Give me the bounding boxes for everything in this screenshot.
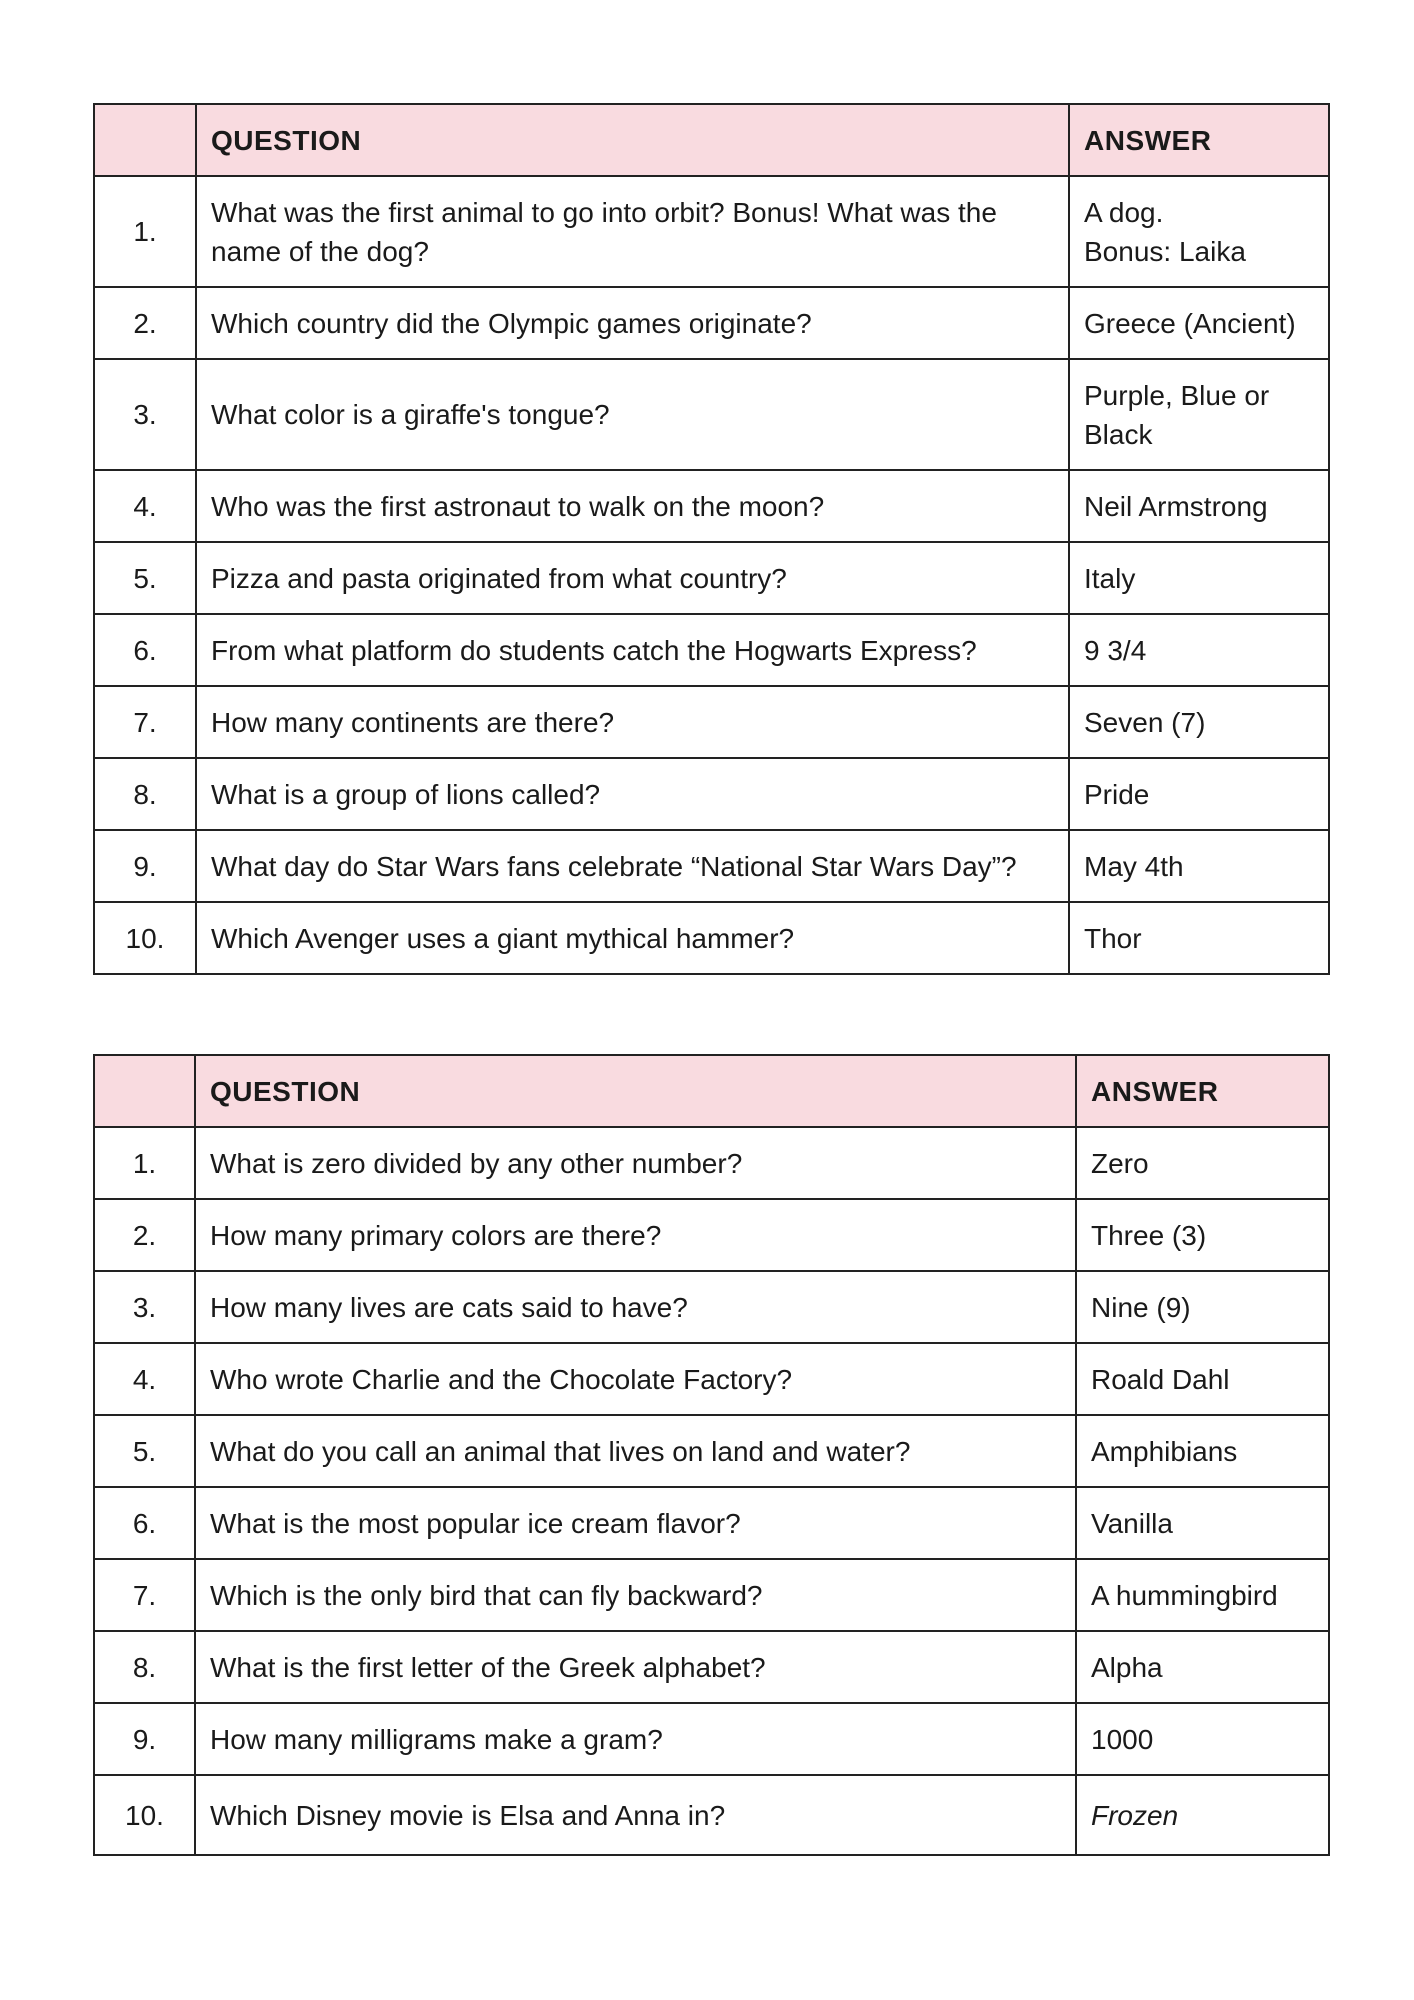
answer-text: Frozen xyxy=(1091,1799,1179,1831)
table-row xyxy=(94,1559,1329,1631)
question-text: From what platform do students catch the Hogwarts Express? xyxy=(196,614,1069,686)
answer-text: Vanilla xyxy=(1091,1507,1173,1539)
table-row xyxy=(94,287,1329,359)
answer-text: A hummingbird xyxy=(1091,1579,1278,1611)
answer-text: Alpha xyxy=(1091,1651,1163,1683)
number-column-header xyxy=(94,104,196,176)
question-text: Pizza and pasta originated from what country? xyxy=(196,542,1069,614)
answer-cell xyxy=(1069,470,1329,542)
question-number: 3. xyxy=(94,1271,195,1343)
question-number: 1. xyxy=(94,1127,195,1199)
question-text: How many primary colors are there? xyxy=(195,1199,1076,1271)
table-row xyxy=(94,758,1329,830)
question-column-header: QUESTION xyxy=(195,1055,1076,1127)
question-text: What was the first animal to go into orbit? Bonus! What was the name of the dog? xyxy=(196,176,1069,287)
question-number: 9. xyxy=(94,830,196,902)
question-number: 5. xyxy=(94,542,196,614)
answer-text: A dog. xyxy=(1084,196,1164,228)
answer-text: Greece (Ancient) xyxy=(1084,307,1296,339)
question-text: How many lives are cats said to have? xyxy=(195,1271,1076,1343)
question-number: 8. xyxy=(94,758,196,830)
answer-cell xyxy=(1076,1775,1329,1855)
question-text: Who was the first astronaut to walk on the moon? xyxy=(196,470,1069,542)
table-header-row xyxy=(94,104,1329,176)
question-text: Which is the only bird that can fly backward? xyxy=(195,1559,1076,1631)
answer-cell xyxy=(1069,542,1329,614)
table-row xyxy=(94,1271,1329,1343)
answer-text: Roald Dahl xyxy=(1091,1363,1230,1395)
table-row xyxy=(94,1631,1329,1703)
table-row xyxy=(94,902,1329,974)
answer-text: Nine (9) xyxy=(1091,1291,1191,1323)
question-number: 10. xyxy=(94,902,196,974)
question-column-header: QUESTION xyxy=(196,104,1069,176)
answer-cell xyxy=(1069,830,1329,902)
answer-cell xyxy=(1069,176,1329,287)
quiz-table-2 xyxy=(93,1054,1330,1856)
answer-cell xyxy=(1076,1343,1329,1415)
question-number: 4. xyxy=(94,1343,195,1415)
question-number: 5. xyxy=(94,1415,195,1487)
answer-text: Seven (7) xyxy=(1084,706,1206,738)
answer-text: Black xyxy=(1084,418,1153,450)
question-number: 9. xyxy=(94,1703,195,1775)
question-number: 10. xyxy=(94,1775,195,1855)
table-row xyxy=(94,176,1329,287)
question-text: What is zero divided by any other number? xyxy=(195,1127,1076,1199)
answer-cell xyxy=(1076,1703,1329,1775)
question-number: 2. xyxy=(94,1199,195,1271)
question-number: 8. xyxy=(94,1631,195,1703)
table-row xyxy=(94,1127,1329,1199)
answer-text: Neil Armstrong xyxy=(1084,490,1268,522)
question-text: How many milligrams make a gram? xyxy=(195,1703,1076,1775)
answer-cell xyxy=(1076,1199,1329,1271)
answer-column-header: ANSWER xyxy=(1069,104,1329,176)
answer-text: Zero xyxy=(1091,1147,1149,1179)
answer-text: Bonus: Laika xyxy=(1084,235,1246,267)
question-number: 4. xyxy=(94,470,196,542)
table-row xyxy=(94,1343,1329,1415)
question-number: 2. xyxy=(94,287,196,359)
question-text: What day do Star Wars fans celebrate “National Star Wars Day”? xyxy=(196,830,1069,902)
table-row xyxy=(94,830,1329,902)
answer-cell xyxy=(1069,614,1329,686)
table-row xyxy=(94,1199,1329,1271)
answer-cell xyxy=(1076,1487,1329,1559)
table-row xyxy=(94,542,1329,614)
table-row xyxy=(94,686,1329,758)
table-body xyxy=(94,176,1329,974)
answer-cell xyxy=(1069,902,1329,974)
answer-cell xyxy=(1076,1127,1329,1199)
question-text: What is the most popular ice cream flavor? xyxy=(195,1487,1076,1559)
table-row xyxy=(94,614,1329,686)
answer-column-header: ANSWER xyxy=(1076,1055,1329,1127)
table-row xyxy=(94,1775,1329,1855)
answer-text: Purple, Blue or xyxy=(1084,379,1270,411)
table-row xyxy=(94,359,1329,470)
table-row xyxy=(94,470,1329,542)
answer-text: 9 3/4 xyxy=(1084,634,1147,666)
table-header-row xyxy=(94,1055,1329,1127)
answer-text: 1000 xyxy=(1091,1723,1154,1755)
question-number: 6. xyxy=(94,1487,195,1559)
question-text: Which Avenger uses a giant mythical hammer? xyxy=(196,902,1069,974)
question-text: What is a group of lions called? xyxy=(196,758,1069,830)
answer-text: Pride xyxy=(1084,778,1150,810)
table-row xyxy=(94,1415,1329,1487)
question-text: What color is a giraffe's tongue? xyxy=(196,359,1069,470)
question-text: How many continents are there? xyxy=(196,686,1069,758)
answer-text: Italy xyxy=(1084,562,1136,594)
question-text: What is the first letter of the Greek alphabet? xyxy=(195,1631,1076,1703)
question-text: Who wrote Charlie and the Chocolate Factory? xyxy=(195,1343,1076,1415)
table-body xyxy=(94,1127,1329,1855)
table-row xyxy=(94,1703,1329,1775)
question-number: 6. xyxy=(94,614,196,686)
question-number: 3. xyxy=(94,359,196,470)
number-column-header xyxy=(94,1055,195,1127)
question-number: 7. xyxy=(94,1559,195,1631)
answer-text: May 4th xyxy=(1084,850,1184,882)
answer-text: Three (3) xyxy=(1091,1219,1207,1251)
quiz-table-1 xyxy=(93,103,1330,975)
question-number: 7. xyxy=(94,686,196,758)
question-text: Which Disney movie is Elsa and Anna in? xyxy=(195,1775,1076,1855)
answer-text: Thor xyxy=(1084,922,1142,954)
question-number: 1. xyxy=(94,176,196,287)
answer-cell xyxy=(1069,287,1329,359)
answer-cell xyxy=(1076,1559,1329,1631)
answer-cell xyxy=(1076,1631,1329,1703)
table-row xyxy=(94,1487,1329,1559)
answer-cell xyxy=(1069,359,1329,470)
question-text: What do you call an animal that lives on land and water? xyxy=(195,1415,1076,1487)
answer-cell xyxy=(1069,758,1329,830)
answer-cell xyxy=(1069,686,1329,758)
answer-text: Amphibians xyxy=(1091,1435,1238,1467)
question-text: Which country did the Olympic games originate? xyxy=(196,287,1069,359)
answer-cell xyxy=(1076,1271,1329,1343)
answer-cell xyxy=(1076,1415,1329,1487)
